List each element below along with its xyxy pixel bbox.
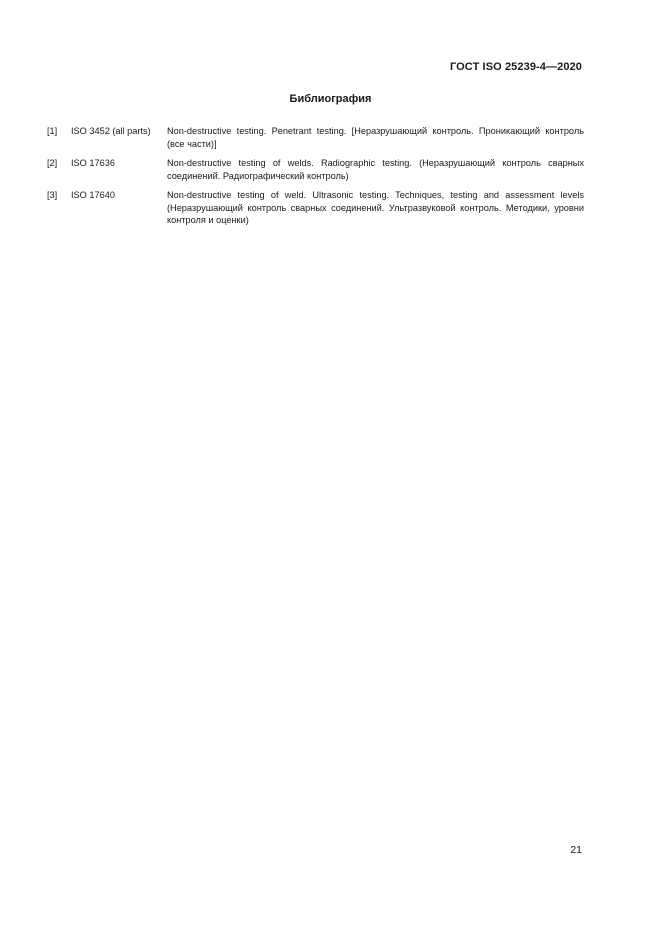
entry-description: Non-destructive testing. Penetrant testing. [Неразрушающий контроль. Проникающий контроль (все части)] <box>167 126 584 149</box>
page-number: 21 <box>570 844 582 856</box>
entry-number: [1] <box>47 126 58 136</box>
bibliography-entry <box>47 157 584 182</box>
entry-number: [2] <box>47 158 58 168</box>
entry-reference: ISO 17636 <box>71 158 115 168</box>
entry-description: Non-destructive testing of welds. Radiographic testing. (Неразрушающий контроль сварных соединений. Радиографический контроль) <box>167 158 584 181</box>
bibliography-list <box>47 125 584 234</box>
entry-reference: ISO 3452 (all parts) <box>71 126 151 136</box>
bibliography-entry <box>47 189 584 227</box>
entry-description: Non-destructive testing of weld. Ultrasonic testing. Techniques, testing and assessment levels (Неразрушающий контроль сварных соединений. Ультразвуковой контроль. Методики, уровни контроля и оценки) <box>167 190 584 225</box>
bibliography-entry <box>47 125 584 150</box>
document-header: ГОСТ ISO 25239-4—2020 <box>449 61 582 73</box>
entry-number: [3] <box>47 190 58 200</box>
entry-reference: ISO 17640 <box>71 190 115 200</box>
bibliography-title: Библиография <box>289 93 372 105</box>
